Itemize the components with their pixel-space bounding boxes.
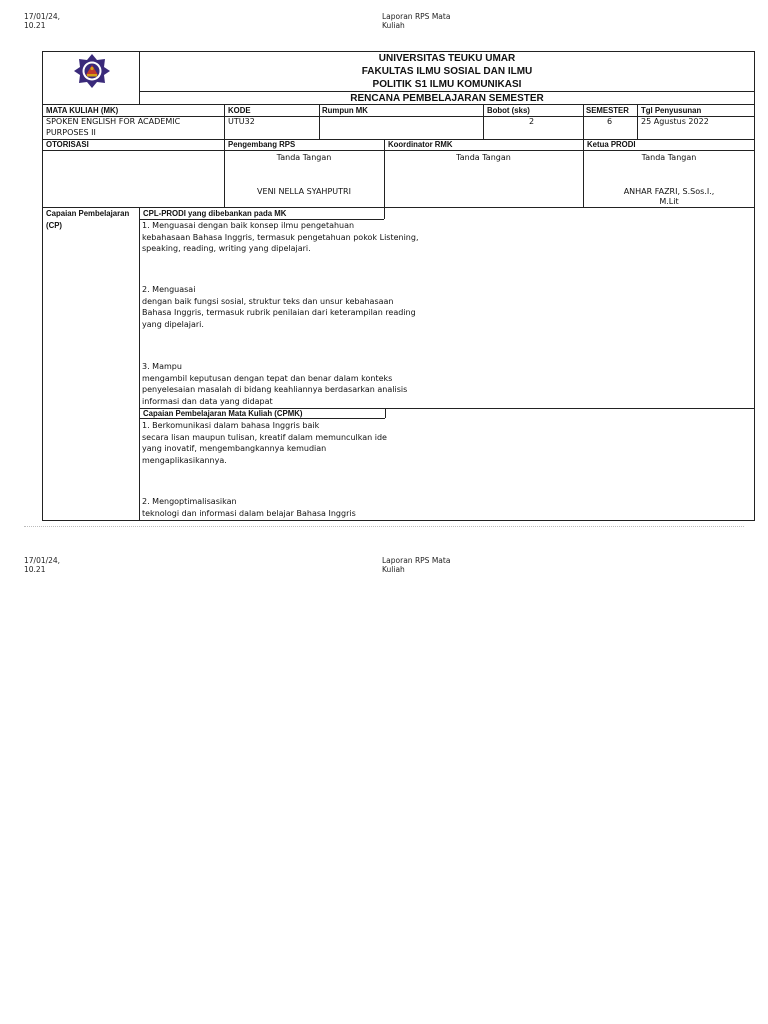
cpl-item-3: 3. Mampu mengambil keputusan dengan tepat dan benar dalam konteks penyelesaian masalah di bidang keahliannya berdasarkan analisis informasi dan data yang didapat	[142, 362, 408, 406]
cpmk-item-1: 1. Berkomunikasi dalam bahasa Inggris baik secara lisan maupun tulisan, kreatif dalam memunculkan ide yang inovatif, mengembangkannya kemudian mengaplikasikannya.	[142, 421, 387, 465]
print-title-page2: Laporan RPS Mata	[382, 556, 451, 565]
print-title: Laporan RPS Mata	[382, 12, 451, 21]
print-time-fragment: 10.21	[24, 21, 46, 30]
label-rumpun: Rumpun MK	[322, 106, 368, 115]
print-title-fragment: Kuliah	[382, 21, 405, 30]
label-koordinator-rmk: Koordinator RMK	[388, 140, 453, 149]
label-mata-kuliah: MATA KULIAH (MK)	[46, 106, 119, 115]
cpmk-item-2: 2. Mengoptimalisasikan teknologi dan informasi dalam belajar Bahasa Inggris	[142, 497, 356, 518]
print-title-fragment-page2: Kuliah	[382, 565, 405, 574]
course-name-line2: PURPOSES II	[46, 128, 96, 137]
print-date: 17/01/24,	[24, 12, 61, 21]
cpl-item-1: 1. Menguasai dengan baik konsep ilmu pengetahuan kebahasaan Bahasa Inggris, termasuk pengetahuan pokok Listening, speaking, reading, writing yang dipelajari.	[142, 221, 419, 253]
program-name: POLITIK S1 ILMU KOMUNIKASI	[372, 79, 522, 90]
course-code: UTU32	[228, 117, 255, 126]
signature-developer: Tanda Tangan	[276, 153, 332, 162]
head-name-line2: M.Lit	[659, 197, 679, 206]
document-title: RENCANA PEMBELAJARAN SEMESTER	[350, 93, 544, 104]
signature-head: Tanda Tangan	[641, 153, 697, 162]
print-time-fragment-page2: 10.21	[24, 565, 46, 574]
head-name-line1: ANHAR FAZRI, S.Sos.I.,	[623, 187, 715, 196]
course-bobot: 2	[529, 117, 535, 126]
label-semester: SEMESTER	[586, 106, 629, 115]
university-crest-icon	[72, 53, 112, 89]
course-date: 25 Agustus 2022	[641, 117, 709, 126]
faculty-name: FAKULTAS ILMU SOSIAL DAN ILMU	[361, 66, 533, 77]
course-semester: 6	[607, 117, 613, 126]
university-name: UNIVERSITAS TEUKU UMAR	[378, 53, 516, 64]
signature-coordinator: Tanda Tangan	[456, 153, 511, 162]
developer-name: VENI NELLA SYAHPUTRI	[257, 187, 351, 196]
label-kode: KODE	[228, 106, 251, 115]
cpl-prodi-header: CPL-PRODI yang dibebankan pada MK	[143, 209, 287, 218]
label-bobot: Bobot (sks)	[487, 106, 530, 115]
label-cp: (CP)	[46, 221, 63, 230]
label-ketua-prodi: Ketua PRODI	[587, 140, 636, 149]
print-date-page2: 17/01/24,	[24, 556, 61, 565]
label-capaian-pembelajaran: Capaian Pembelajaran	[46, 209, 130, 218]
label-pengembang-rps: Pengembang RPS	[228, 140, 296, 149]
course-name-line1: SPOKEN ENGLISH FOR ACADEMIC	[46, 117, 181, 126]
label-otorisasi: OTORISASI	[46, 140, 89, 149]
label-tgl-penyusunan: Tgl Penyusunan	[641, 106, 702, 115]
cpl-item-2: 2. Menguasai dengan baik fungsi sosial, struktur teks dan unsur kebahasaan Bahasa Inggris, termasuk rubrik penilaian dari keterampilan reading yang dipelajari.	[142, 285, 416, 329]
page-break-line	[24, 526, 744, 527]
cpmk-header: Capaian Pembelajaran Mata Kuliah (CPMK)	[143, 409, 303, 418]
